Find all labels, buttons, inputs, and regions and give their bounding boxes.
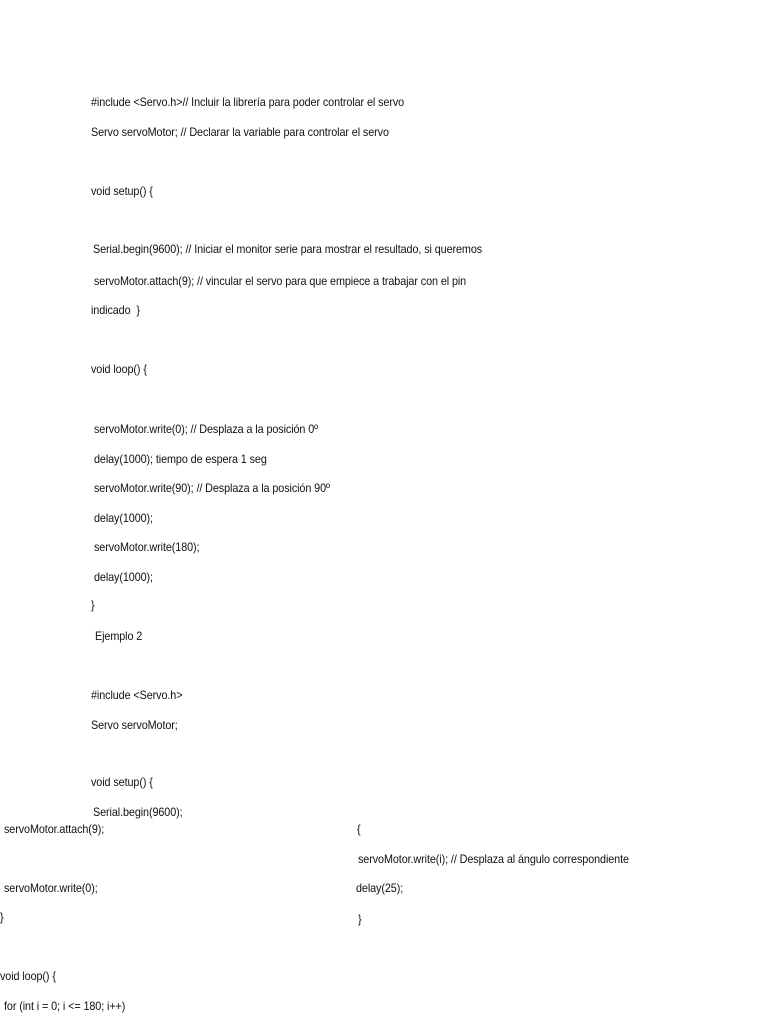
code-line-servo-declaration: Servo servoMotor;	[91, 718, 178, 732]
code-line-serial-begin: Serial.begin(9600);	[93, 805, 183, 819]
code-line-servo-declaration-comment: Servo servoMotor; // Declarar la variable para controlar el servo	[91, 125, 389, 139]
code-line-write-90: servoMotor.write(90); // Desplaza a la posición 90º	[94, 481, 330, 495]
code-line-delay-2: delay(1000);	[94, 570, 153, 584]
code-line-serial-begin-comment: Serial.begin(9600); // Iniciar el monitor serie para mostrar el resultado, si queremos	[93, 242, 483, 256]
code-line-loop-close: }	[91, 598, 95, 612]
code-line-setup-open-2: void setup() {	[91, 775, 153, 789]
code-line-loop-open-2: void loop() {	[0, 969, 56, 983]
code-line-write-i-comment: servoMotor.write(i); // Desplaza al ángulo correspondiente	[358, 852, 629, 866]
code-line-setup-open: void setup() {	[91, 184, 153, 198]
code-line-setup-close-2: }	[0, 910, 4, 924]
code-line-for-open-brace: {	[357, 822, 361, 836]
section-heading-ejemplo-2: Ejemplo 2	[95, 629, 143, 643]
code-line-write-180: servoMotor.write(180);	[94, 540, 200, 554]
code-line-include-servo-comment: #include <Servo.h>// Incluir la librería para poder controlar el servo	[91, 95, 405, 109]
code-line-delay-1: delay(1000);	[94, 511, 153, 525]
code-line-for-close-brace: }	[358, 912, 362, 926]
code-line-write-0: servoMotor.write(0); // Desplaza a la posición 0º	[94, 422, 319, 436]
code-line-loop-open: void loop() {	[91, 362, 147, 376]
code-line-attach-comment: servoMotor.attach(9); // vincular el servo para que empiece a trabajar con el pin	[94, 274, 467, 288]
code-line-delay-25: delay(25);	[356, 881, 404, 895]
code-line-attach: servoMotor.attach(9);	[4, 822, 105, 836]
code-line-indicado-close: indicado }	[91, 303, 140, 317]
code-line-delay-comment: delay(1000); tiempo de espera 1 seg	[94, 452, 267, 466]
code-line-write-0-setup: servoMotor.write(0);	[4, 881, 98, 895]
code-line-for-loop: for (int i = 0; i <= 180; i++)	[4, 999, 126, 1013]
code-line-include-servo: #include <Servo.h>	[91, 688, 183, 702]
